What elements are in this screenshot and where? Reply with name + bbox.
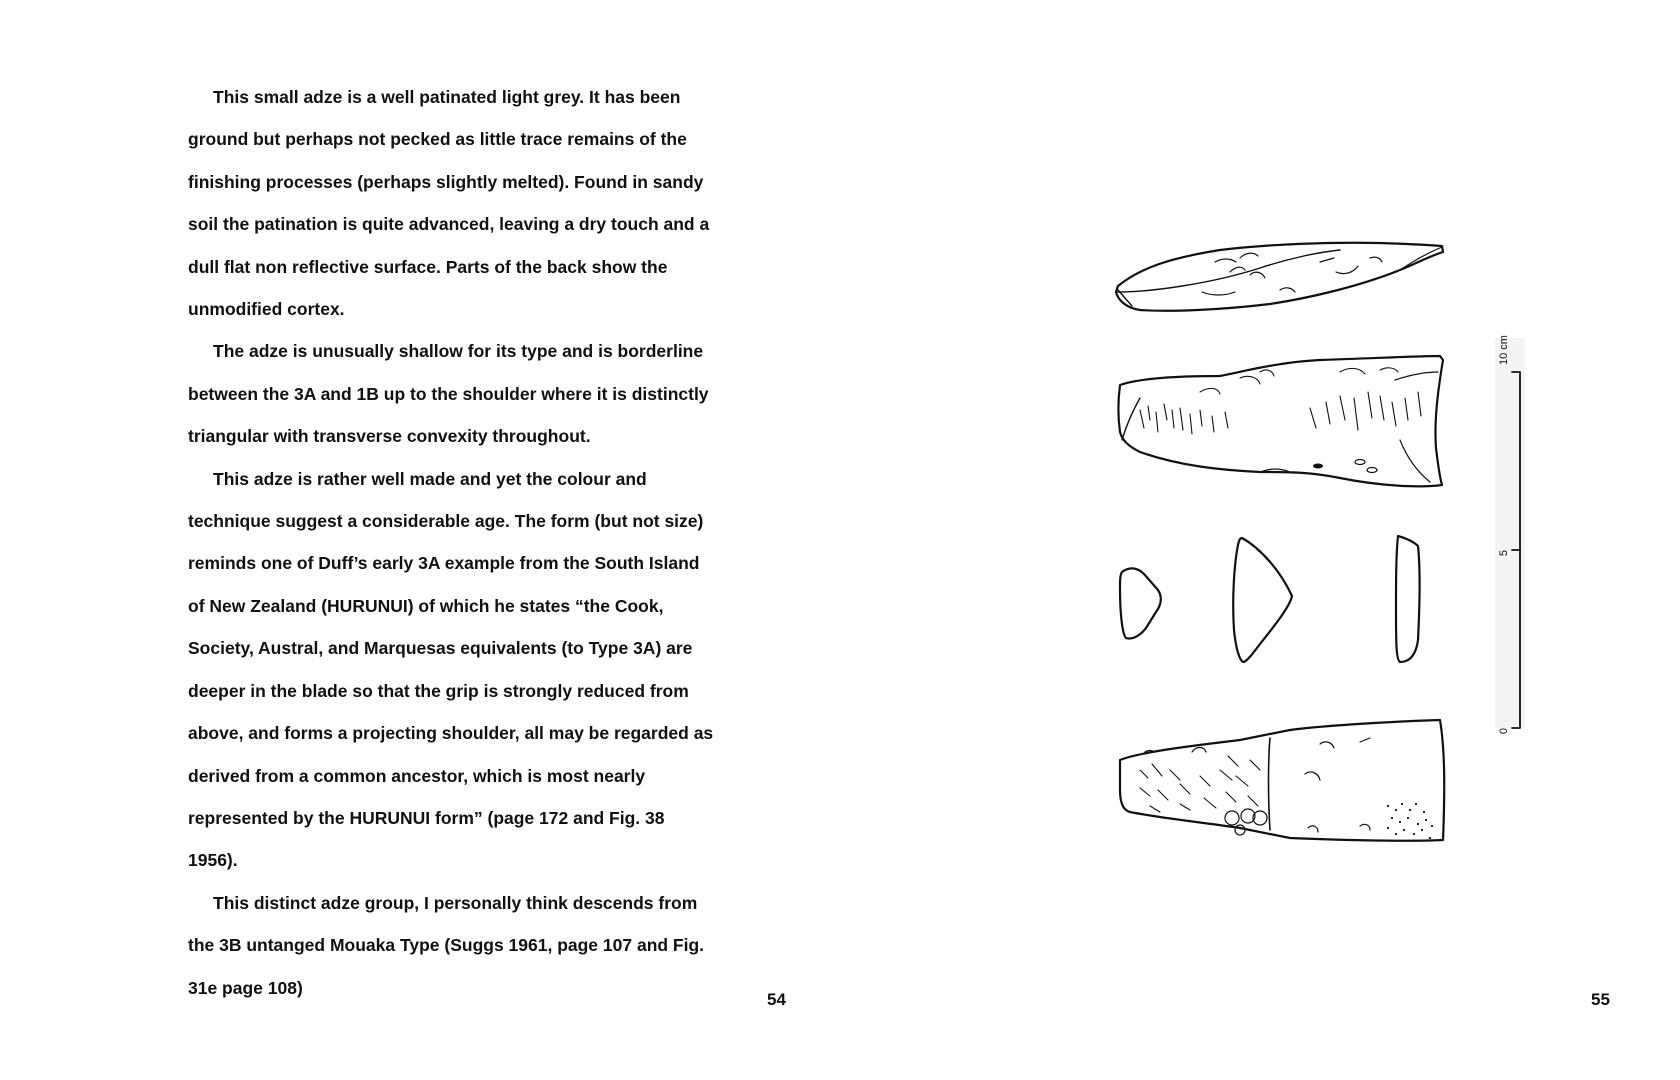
scale-bar: [1495, 335, 1525, 734]
body-text: [188, 76, 718, 1009]
scale-label-10cm: 10 cm: [1498, 335, 1510, 365]
page-number-left: 54: [767, 990, 786, 1009]
scale-label-0: 0: [1498, 727, 1510, 735]
adze-back-view-drawing: [1120, 720, 1444, 841]
paragraph-3: This adze is rather well made and yet the colour and technique suggest a considerable age. The form (but not size) reminds one of Duff’s early 3A example from the South Island of New Zealand (HURUNUI) of which he states “the Cook, Society, Austral, and Marquesas equivalents (to Type 3A) are deeper in the blade so that the grip is strongly reduced from above, and forms a projecting shoulder, all may be regarded as derived from a common ancestor, which is most nearly represented by the HURUNUI form” (page 172 and Fig. 38 1956).: [188, 468, 714, 871]
paragraph-2: The adze is unusually shallow for its type and is borderline between the 3A and 1B up to the shoulder where it is distinctly triangular with transverse convexity throughout.: [188, 341, 709, 447]
adze-top-view-drawing: [1119, 356, 1444, 486]
right-page: [840, 0, 1680, 1080]
adze-side-view-drawing: [1116, 243, 1443, 311]
adze-illustration: [840, 0, 1680, 1080]
page-number-right: 55: [1591, 990, 1610, 1009]
scale-label-5: 5: [1498, 549, 1510, 557]
adze-cross-section-drawings: [1120, 536, 1420, 662]
paragraph-1: This small adze is a well patinated light grey. It has been ground but perhaps not pecked as little trace remains of the finishing processes (perhaps slightly melted). Found in sandy soil the patination is quite advanced, leaving a dry touch and a dull flat non reflective surface. Parts of the back show the unmodified cortex.: [188, 87, 710, 320]
paragraph-4: This distinct adze group, I personally think descends from the 3B untanged Mouaka Type (Suggs 1961, page 107 and Fig. 31e page 108): [188, 892, 705, 998]
